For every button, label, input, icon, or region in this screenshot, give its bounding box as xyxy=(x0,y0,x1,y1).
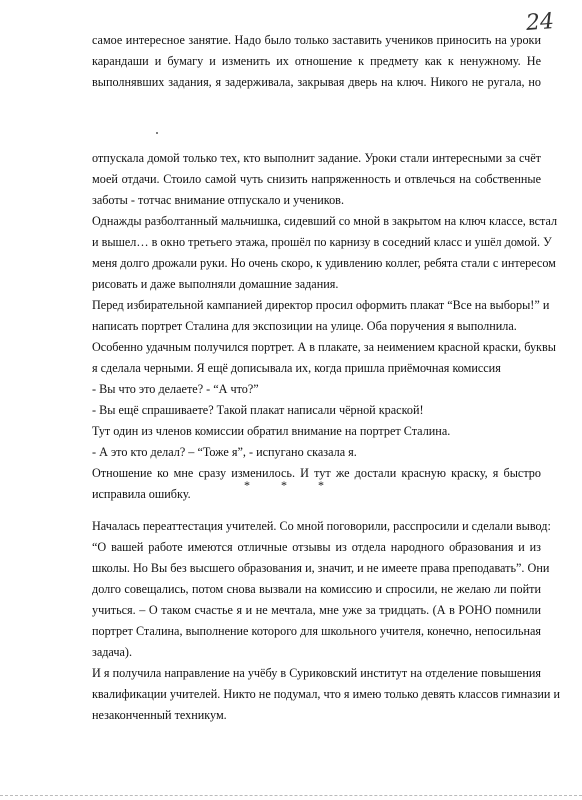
text-line: - Вы что это делаете? - “А что?” xyxy=(92,382,259,396)
text-line: Особенно удачным получился портрет. А в плакате, за неимением красной краски, буквы xyxy=(92,340,556,354)
text-line: Началась переаттестация учителей. Со мной поговорили, расспросили и сделали вывод: xyxy=(92,519,551,533)
text-line: - Вы ещё спрашиваете? Такой плакат написали чёрной краской! xyxy=(92,403,424,417)
text-line: заботы - тотчас внимание отпускало и учеников. xyxy=(92,193,344,207)
section-separator: * * * xyxy=(244,478,338,492)
page-number: 24 xyxy=(525,9,555,36)
text-line: портрет Сталина, выполнение которого для школьного учителя, конечно, непосильная xyxy=(92,624,541,638)
text-line: отпускала домой только тех, кто выполнит задание. Уроки стали интересными за счёт xyxy=(92,151,541,165)
text-line: - А это кто делал? – “Тоже я”, - испугано сказала я. xyxy=(92,445,357,459)
text-line: написать портрет Сталина для экспозиции на улице. Оба поручения я выполнила. xyxy=(92,319,517,333)
text-line: Однажды разболтанный мальчишка, сидевший со мной в закрытом на ключ классе, встал xyxy=(92,214,558,228)
text-line: рисовать и даже выполняли домашние задания. xyxy=(92,277,339,291)
text-line: карандаши и бумагу и изменить их отношение к предмету как к ненужному. Не xyxy=(92,54,541,68)
text-line: Тут один из членов комиссии обратил внимание на портрет Сталина. xyxy=(92,424,451,438)
scan-edge xyxy=(0,795,582,797)
text-line: моей отдачи. Стоило самой чуть снизить напряженность и отвлечься на собственные xyxy=(92,172,541,186)
text-line: выполнявших задания, я задерживала, закрывая дверь на ключ. Никого не ругала, но xyxy=(92,75,541,89)
paragraph-block-3 xyxy=(92,516,561,726)
text-line: незаконченный техникум. xyxy=(92,708,227,722)
text-line: школы. Но Вы без высшего образования и, значит, и не имеете права преподавать”. Они xyxy=(92,561,550,575)
text-line: учиться. – О таком счастье я и не мечтала, мне уже за тридцать. (А в РОНО помнили xyxy=(92,603,541,617)
text-line: квалификации учителей. Никто не подумал, что я имею только девять классов гимназии и xyxy=(92,687,561,701)
text-line: Отношение ко мне сразу изменилось. И тут же достали красную краску, я быстро xyxy=(92,466,541,480)
paragraph-block-1 xyxy=(92,30,541,93)
text-line: исправила ошибку. xyxy=(92,487,191,501)
text-line: долго совещались, потом снова вызвали на комиссию и спросили, не желаю ли пойти xyxy=(92,582,541,596)
text-line: задача). xyxy=(92,645,132,659)
text-line: я сделала черными. Я ещё дописывала их, когда пришла приёмочная комиссия xyxy=(92,361,501,375)
paragraph-block-2 xyxy=(92,148,558,505)
scan-speck xyxy=(156,132,158,134)
text-line: Перед избирательной кампанией директор просил оформить плакат “Все на выборы!” и xyxy=(92,298,550,312)
text-line: “О вашей работе имеются отличные отзывы из отдела народного образования и из xyxy=(92,540,541,554)
text-line: И я получила направление на учёбу в Суриковский институт на отделение повышения xyxy=(92,666,541,680)
text-line: меня долго дрожали руки. Но очень скоро, к удивлению коллег, ребята стали с интересом xyxy=(92,256,556,270)
text-line: и вышел… в окно третьего этажа, прошёл по карнизу в соседний класс и ушёл домой. У xyxy=(92,235,552,249)
text-line: самое интересное занятие. Надо было только заставить учеников приносить на уроки xyxy=(92,33,541,47)
